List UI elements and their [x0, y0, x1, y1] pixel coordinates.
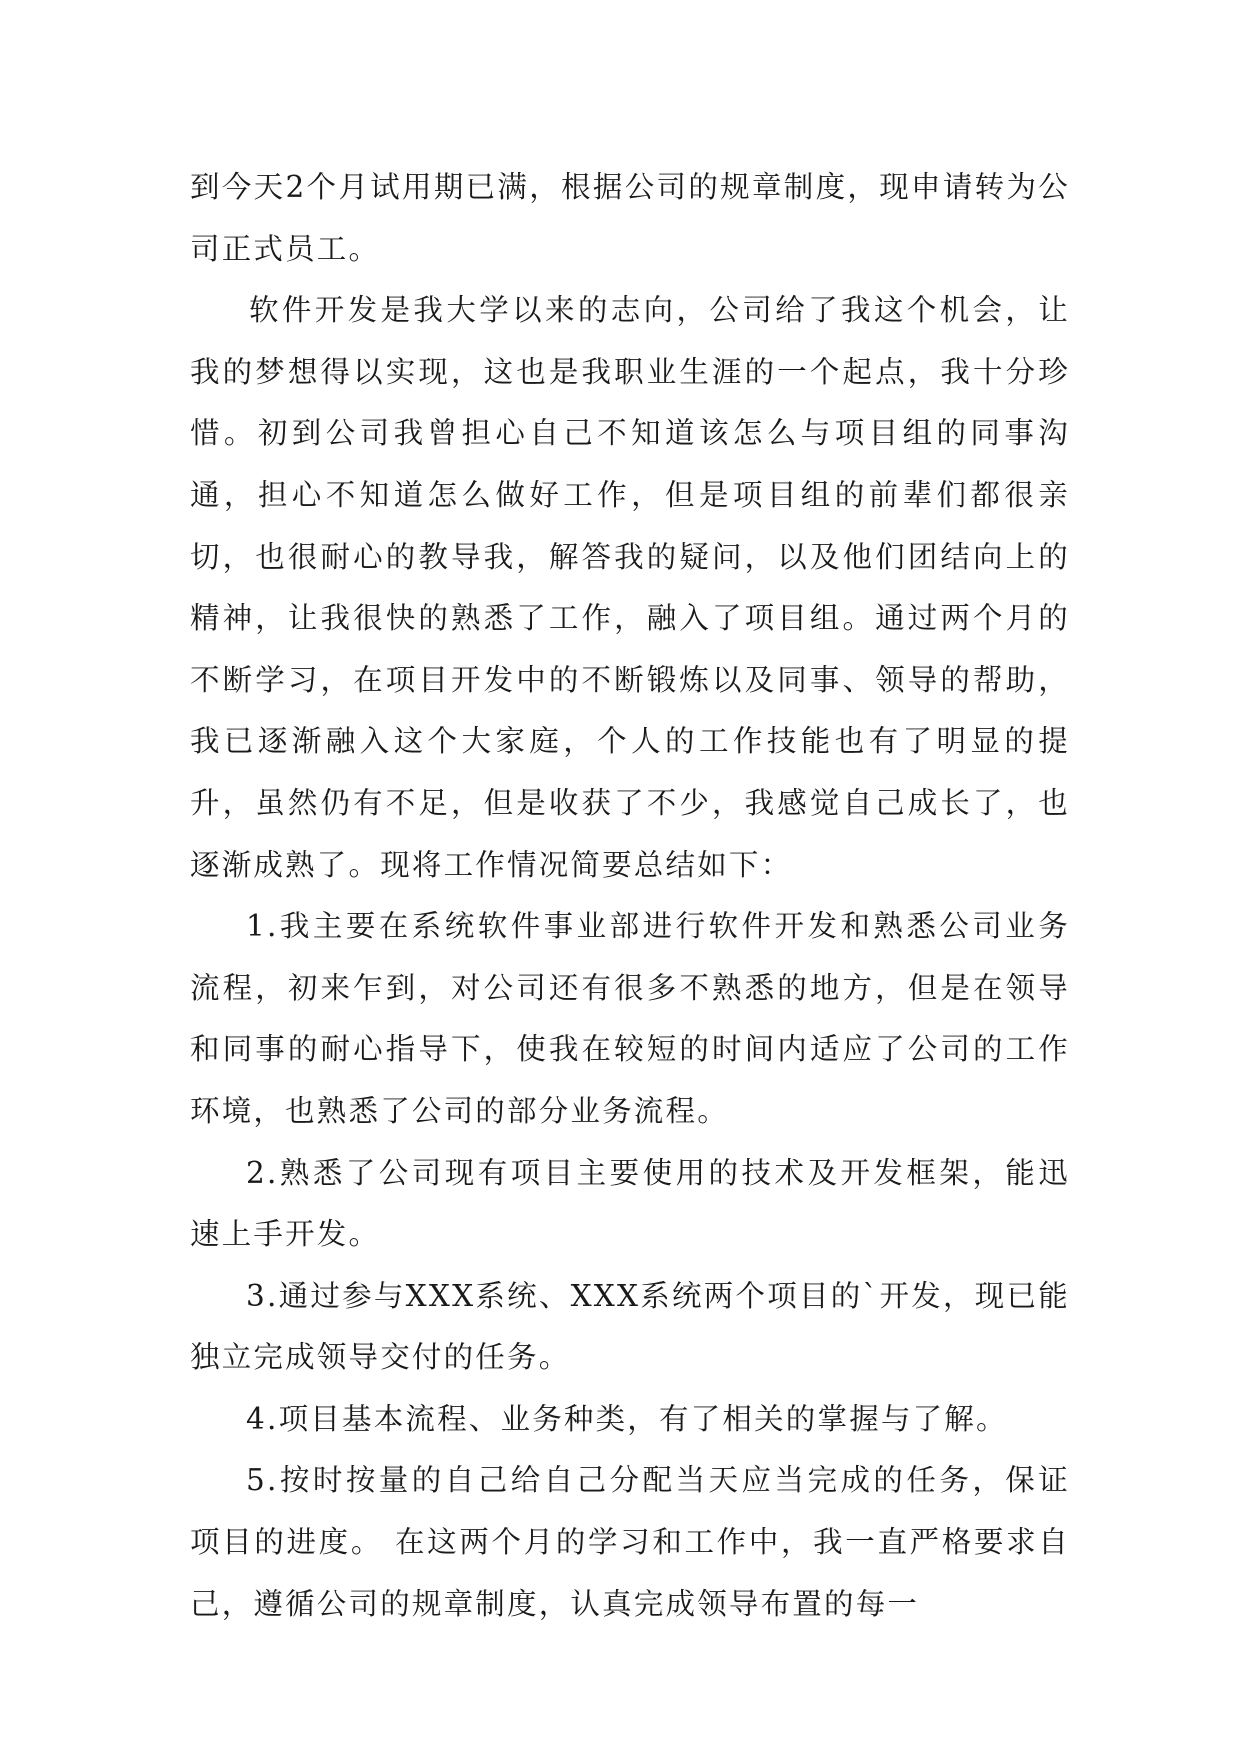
- list-item-4: 4.项目基本流程、业务种类，有了相关的掌握与了解。: [246, 1401, 1008, 1436]
- list-item-2: 2.熟悉了公司现有项目主要使用的技术及开发框架，能迅速上手开发。: [190, 1155, 1070, 1252]
- paragraph-probation-request: 到今天2个月试用期已满，根据公司的规章制度，现申请转为公司正式员工。: [190, 170, 1070, 266]
- document-body: [190, 157, 1070, 1635]
- list-item-1: 1.我主要在系统软件事业部进行软件开发和熟悉公司业务流程，初来乍到，对公司还有很多不熟悉的地方，但是在领导和同事的耐心指导下，使我在较短的时间内适应了公司的工作环境，也熟悉了公司的部分业务流程。: [190, 909, 1070, 1128]
- list-item-5: 5.按时按量的自己给自己分配当天应当完成的任务，保证项目的进度。 在这两个月的学习和工作中，我一直严格要求自己，遵循公司的规章制度，认真完成领导布置的每一: [190, 1463, 1070, 1621]
- list-item-3: 3.通过参与XXX系统、XXX系统两个项目的`开发，现已能独立完成领导交付的任务。: [190, 1278, 1070, 1375]
- paragraph-career-reflection: 软件开发是我大学以来的志向，公司给了我这个机会，让我的梦想得以实现，这也是我职业生涯的一个起点，我十分珍惜。初到公司我曾担心自己不知道该怎么与项目组的同事沟通，担心不知道怎么做好工作，但是项目组的前辈们都很亲切，也很耐心的教导我，解答我的疑问，以及他们团结向上的精神，让我很快的熟悉了工作，融入了项目组。通过两个月的不断学习，在项目开发中的不断锻炼以及同事、领导的帮助，我已逐渐融入这个大家庭，个人的工作技能也有了明显的提升，虽然仍有不足，但是收获了不少，我感觉自己成长了，也逐渐成熟了。现将工作情况简要总结如下：: [190, 293, 1070, 882]
